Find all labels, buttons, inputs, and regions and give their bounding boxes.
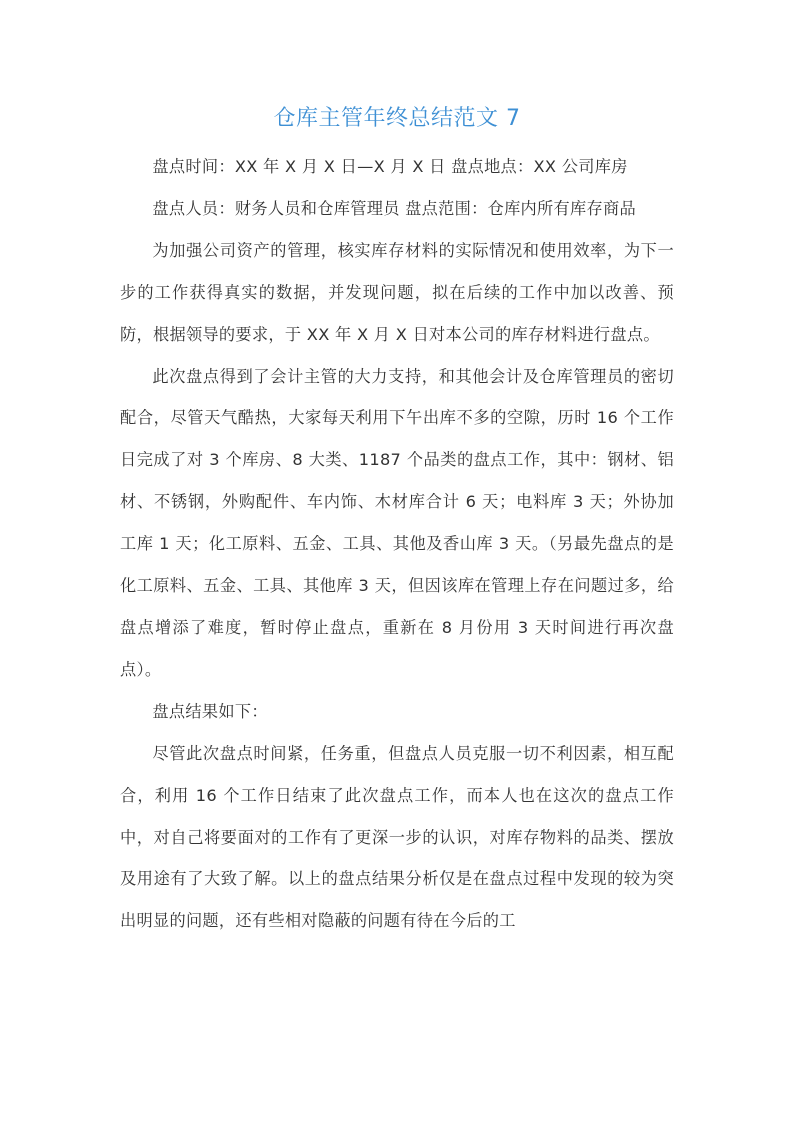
summary-paragraph: 尽管此次盘点时间紧，任务重，但盘点人员克服一切不利因素，相互配合，利用 16 个工作日结束了此次盘点工作，而本人也在这次的盘点工作中，对自己将要面对的工作有了更深一步的认识，对库存物料的品类、摆放及用途有了大致了解。以上的盘点结果分析仅是在盘点过程中发现的较为突出明显的问题，还有些相对隐蔽的问题有待在今后的工 bbox=[120, 743, 674, 931]
inventory-time-location-line: 盘点时间：XX 年 X 月 X 日—X 月 X 日 盘点地点：XX 公司库房 bbox=[152, 157, 628, 176]
process-paragraph: 此次盘点得到了会计主管的大力支持，和其他会计及仓库管理员的密切配合，尽管天气酷热，大家每天利用下午出库不多的空隙，历时 16 个工作日完成了对 3 个库房、8 大类、1187 个品类的盘点工作，其中：钢材、铝材、不锈钢，外购配件、车内饰、木材库合计 6 天；电料库 3 天；外协加工库 1 天；化工原料、五金、工具、其他及香山库 3 天。（另最先盘点的是化工原料、五金、工具、其他库 3 天，但因该库在管理上存在问题过多，给盘点增添了难度，暂时停止盘点，重新在 8 月份用 3 天时间进行再次盘点）。 bbox=[120, 366, 674, 679]
document-title: 仓库主管年终总结范文 7 bbox=[273, 106, 521, 131]
document-body bbox=[120, 146, 674, 942]
purpose-paragraph: 为加强公司资产的管理，核实库存材料的实际情况和使用效率，为下一步的工作获得真实的数据，并发现问题，拟在后续的工作中加以改善、预防，根据领导的要求，于 XX 年 X 月 X 日对本公司的库存材料进行盘点。 bbox=[120, 240, 674, 344]
inventory-staff-scope-line: 盘点人员：财务人员和仓库管理员 盘点范围：仓库内所有库存商品 bbox=[152, 198, 636, 218]
results-heading-paragraph: 盘点结果如下： bbox=[152, 701, 268, 721]
